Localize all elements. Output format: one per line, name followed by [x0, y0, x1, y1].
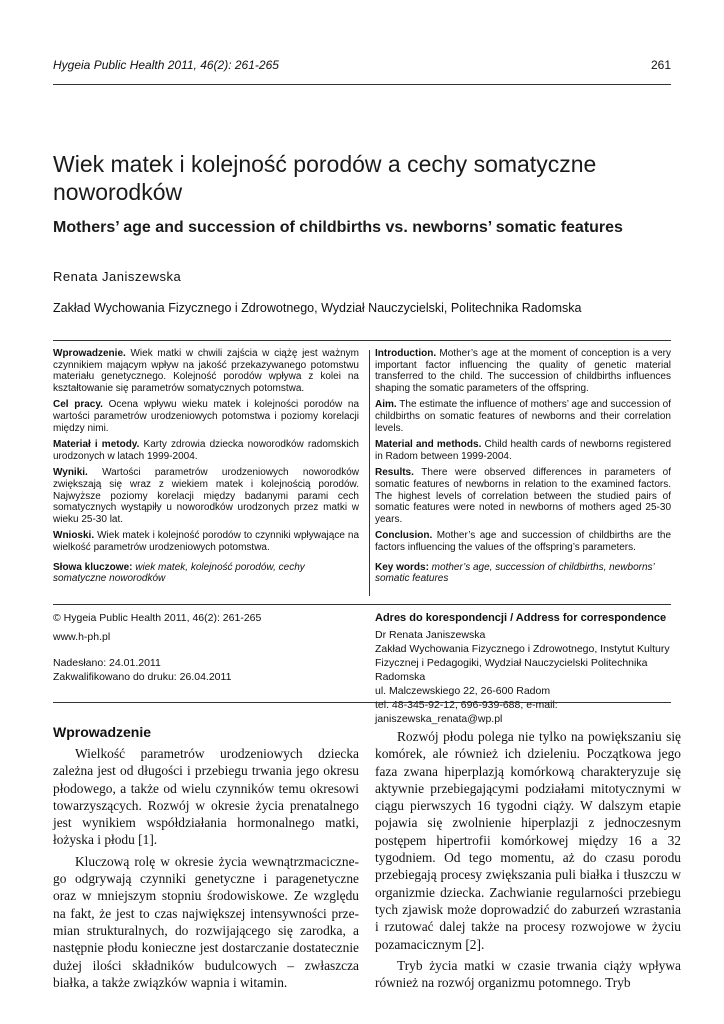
correspondence-name: Dr Renata Janiszewska [375, 629, 486, 641]
section-heading: Wprowadzenie [53, 724, 152, 740]
publication-info [53, 611, 359, 684]
correspondence-line: ul. Malczewskiego 22, 26-600 Radom [375, 685, 551, 697]
correspondence-heading: Adres do korespondencji / Address for correspondence [375, 612, 667, 624]
running-header [53, 58, 671, 72]
correspondence-line: Zakład Wychowania Fizycznego i Zdrowotnego, Instytut Kultury [375, 643, 670, 655]
correspondence-contact: tel. 48-345-92-12, 696-939-688, e-mail: janiszewska_renata@wp.pl [375, 699, 558, 725]
accepted-date: Zakwalifikowano do druku: 26.04.2011 [53, 671, 232, 683]
copyright-line: © Hygeia Public Health 2011, 46(2): 261-265 [53, 612, 262, 624]
correspondence-block [375, 611, 675, 726]
body-paragraph: Rozwój płodu polega nie tylko na powiększaniu się komórek, ale również ich dzieleniu. Początkowa jego faza zwana hiperplazją komórkową charakteryzuje się aktywnie przebiegającymi podziałami mitotycznymi w ciągu pierwszych 16 tygodni ciąży. W dalszym etapie pojawia się zwolnienie hiperplazji z jednoczesnym postępem hipertrofii komórkowej między 16 a 32 tygodniem. Od tego momentu, aż do czasu porodu przebiegają procesy zwiększania puli białka i tłuszczu w organizmie dziecka. Zachwianie regularności przebiegu tych zjawisk może doprowadzić do zaburzeń wzrastania i rzutować dalej także na procesy rozwojowe w życiu pozamacicznym [2]. [375, 729, 681, 952]
page-number: 261 [650, 58, 671, 72]
submitted-date: Nadesłano: 24.01.2011 [53, 657, 161, 669]
body-column-left [53, 745, 359, 991]
body-column-right [375, 728, 681, 991]
abstract-english: Introduction. Mother’s age at the moment of conception is a very important factor influencing the quality of genetic material transferred to the child. The succession of childbirths influences shaping the somatic parameters of the offspring. Aim. The estimate the influence of mothers’ age and succession of childbirths on somatic features of newborns and their correlation levels. Material and methods. Child health cards of newborns registered in Radom between 1999-2004. Results. There were observed differences in parameters of somatic features of newborns in relation to the examined factors. The highest levels of correlation between the studied pairs of somatic features were noted in newborns of mothers aged 25-30 years. Conclusion. Mother’s age and succession of childbirths are the factors influencing the values of the offspring’s parameters. Key words: mother’s age, succession of childbirths, newborns’ somatic features [375, 348, 672, 585]
article-subtitle: Mothers’ age and succession of childbirths vs. newborns’ somatic features [53, 219, 623, 236]
body-top-rule [53, 702, 671, 703]
article-title: Wiek matek i kolejność porodów a cechy somatyczne noworodków [53, 151, 597, 205]
author-name: Renata Janiszewska [53, 269, 182, 284]
abstract-divider [369, 350, 370, 596]
abstract-bottom-rule [53, 604, 671, 605]
author-affiliation: Zakład Wychowania Fizycznego i Zdrowotnego, Wydział Nauczycielski, Politechnika Radomska [53, 301, 582, 315]
body-paragraph: Wielkość parametrów urodzeniowych dziecka zależna jest od długości i przebiegu trwania jego okresu płodowego, a także od wielu czynników temu okresowi towarzyszących. Rozwój w okresie życia prenatalnego jest wynikiem współdziałania hormonalnego matki, łożyska i płodu [1]. [53, 746, 359, 848]
correspondence-line: Fizycznej i Pedagogiki, Wydział Nauczycielski Politechnika Radomska [375, 657, 648, 683]
body-paragraph: Tryb życia matki w czasie trwania ciąży wpływa również na rozwój organizmu potomnego. Tryb [375, 957, 681, 991]
body-paragraph: Kluczową rolę w okresie życia wewnątrzmacicznego odgrywają czynniki genetyczne i paragenetyczne oraz w mniejszym stopniu środowiskowe. Ze względu na fakt, że jest to czas największej intensywności przemian strukturalnych, do rozwijającego się zarodka, a następnie płodu konieczne jest dostarczanie dostatecznie dużej ilości składników budulcowych – zwłaszcza białka, a także związków wapnia i witamin. [53, 853, 359, 990]
journal-url[interactable]: www.h-ph.pl [53, 631, 111, 643]
journal-citation: Hygeia Public Health 2011, 46(2): 261-265 [53, 58, 279, 72]
abstract-polish: Wprowadzenie. Wiek matki w chwili zajścia w ciążę jest ważnym czynnikiem mającym wpływ na jakość przekazywanego potomstwu materiału genetycznego. Kolejność porodów wpływa z kolei na kształtowanie się parametrów somatycznych potomstwa. Cel pracy. Ocena wpływu wieku matek i kolejności porodów na wartości parametrów urodzeniowych potomstwa i poziomy korelacji między nimi. Materiał i metody. Karty zdrowia dziecka noworodków radomskich urodzonych w latach 1999-2004. Wyniki. Wartości parametrów urodzeniowych noworodków zwiększają się wraz z wiekiem matek i kolejnością porodów. Najwyższe poziomy korelacji między badanymi parami cech somatycznych wystąpiły u noworodków urodzonych przez matki w wieku 25-30 lat. Wnioski. Wiek matek i kolejność porodów to czynniki wpływające na wielkość parametrów urodzeniowych potomstwa. Słowa kluczowe: wiek matek, kolejność porodów, cechy somatyczne noworodków [53, 348, 360, 585]
abstract-top-rule [53, 340, 671, 341]
header-rule [53, 84, 671, 85]
